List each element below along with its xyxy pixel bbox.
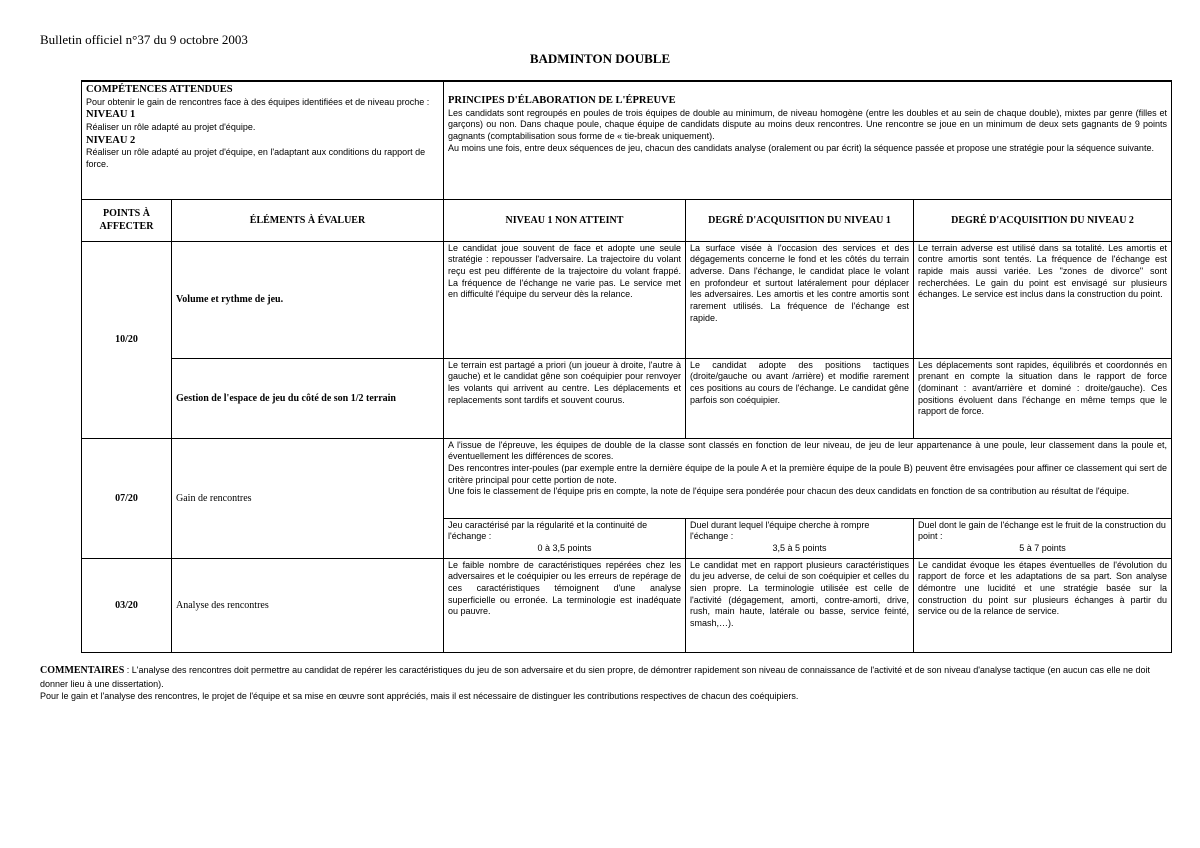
gain-text-1: A l'issue de l'épreuve, les équipes de double de la classe sont classés en fonction de leur niveau, de jeu de leur appartenance à une poule, leur classement dans la poule et, éventuellement les différences de scores. xyxy=(448,439,1168,462)
criterion-gain-label: Gain de rencontres xyxy=(172,438,444,558)
niveau2-text: Réaliser un rôle adapté au projet d'équipe, en l'adaptant aux conditions du rapport de force. xyxy=(86,147,426,169)
principes-paragraph-2: Au moins une fois, entre deux séquences de jeu, chacun des candidats analyse (oralement ou par écrit) la séquence passée et propose une stratégie pour la séquence suivante. xyxy=(448,142,1154,153)
comments-lead: COMMENTAIRES xyxy=(40,665,125,676)
analyse-niveau1: Le candidat met en rapport plusieurs caractéristiques du jeu adverse, de celui de son coéquipier et celles du sien propre. La terminologie utilisée est celle de l'activité (dégagement, amorti, contre-amorti, drive, rush, main haute, latérale ou basse, service feinté, smash,…). xyxy=(686,558,914,652)
comments-text-1: : L'analyse des rencontres doit permettre au candidat de repérer les caractéristiques du jeu de son adversaire et du sien propre, de démontrer rapidement son niveau de connaissance de l'activité et de son niveau d'analyse tactique (en aucun cas elle ne doit donner lieu à une dissertation). xyxy=(40,665,1151,689)
gain-c2-points: 3,5 à 5 points xyxy=(772,542,827,553)
gain-c3-text: Duel dont le gain de l'échange est le fruit de la construction du point : xyxy=(918,519,1166,542)
niveau1-text: Réaliser un rôle adapté au projet d'équipe. xyxy=(86,121,256,132)
competences-title: COMPÉTENCES ATTENDUES xyxy=(86,84,233,95)
principes-paragraph-1: Les candidats sont regroupés en poules de trois équipes de double au minimum, de niveau homogène (entre les doubles et au sein de chaque double), mixtes par genre (filles et garçons) ou non. Dans chaque poule, chaque équipe de candidats dispute au moins deux rencontres. Une rencontre se joue en un minimum de deux sets gagnants de 9 points gagnants (comptabilisation sous forme de « tie-break uniquement). xyxy=(448,107,1168,142)
volume-niveau2: Le terrain adverse est utilisé dans sa totalité. Les amortis et contre amortis sont tentés. La fréquence de l'échange est rapide mais aussi variée. Les "zones de divorce" sont recherchées. Le gain du point est envisagé sur plusieurs échanges. Le service est inclus dans la construction du point. xyxy=(914,241,1172,358)
volume-niveau1: La surface visée à l'occasion des services et des dégagements concerne le fond et les côtés du terrain adverse. Dans l'échange, le candidat place le volant en profondeur et surtout latéralement pour déplacer les adversaires. Les amortis et les contre amortis sont rarement utilisés. La fréquence de l'échange est rapide. xyxy=(686,241,914,358)
points-analyse: 03/20 xyxy=(82,558,172,652)
gain-niveau1 xyxy=(686,518,914,558)
column-header-niveau2: DEGRÉ D'ACQUISITION DU NIVEAU 2 xyxy=(914,199,1172,241)
principes-cell xyxy=(444,81,1172,199)
evaluation-table xyxy=(81,80,1172,653)
analyse-niveau1-non-atteint: Le faible nombre de caractéristiques repérées chez les adversaires et le coéquipier ou les erreurs de repérage de ces caractéristiques témoignent d'une analyse superficielle ou erronée. La terminologie est inadéquate ou pauvre. xyxy=(444,558,686,652)
gain-description xyxy=(444,438,1172,518)
points-volume-gestion: 10/20 xyxy=(82,241,172,438)
criterion-gestion-label: Gestion de l'espace de jeu du côté de son 1/2 terrain xyxy=(172,358,444,438)
niveau1-label: NIVEAU 1 xyxy=(86,109,136,121)
gain-text-3: Une fois le classement de l'équipe pris en compte, la note de l'équipe sera pondérée pour chacun des deux candidats en fonction de sa contribution au résultat de l'équipe. xyxy=(448,486,1130,497)
criterion-analyse-label: Analyse des rencontres xyxy=(172,558,444,652)
gain-c3-points: 5 à 7 points xyxy=(1019,542,1066,553)
column-header-points: POINTS À AFFECTER xyxy=(82,199,172,241)
points-gain: 07/20 xyxy=(82,438,172,558)
gain-c1-text: Jeu caractérisé par la régularité et la continuité de l'échange : xyxy=(448,519,648,542)
document-title: BADMINTON DOUBLE xyxy=(529,51,671,66)
gestion-niveau2: Les déplacements sont rapides, équilibrés et coordonnés en prenant en compte la situation dans le rapport de force (dominant : avant/arrière et dominé : droite/gauche). Ces positions évoluent dans l'échange en même temps que le rapport de force. xyxy=(914,358,1172,438)
gain-niveau2 xyxy=(914,518,1172,558)
comments-paragraph-1 xyxy=(40,664,1165,690)
column-header-niveau1-non-atteint: NIVEAU 1 NON ATTEINT xyxy=(444,199,686,241)
principes-title: PRINCIPES D'ÉLABORATION DE L'ÉPREUVE xyxy=(448,95,676,106)
column-header-elements: ÉLÉMENTS À ÉVALUER xyxy=(172,199,444,241)
gestion-niveau1: Le candidat adopte des positions tactiques (droite/gauche ou avant /arrière) et modifie rarement ces positions au cours de l'échange. Le candidat gêne parfois son coéquipier. xyxy=(686,358,914,438)
competences-cell xyxy=(82,81,444,199)
gain-niveau1-non-atteint xyxy=(444,518,686,558)
gestion-niveau1-non-atteint: Le terrain est partagé a priori (un joueur à droite, l'autre à gauche) et le candidat gêne son coéquipier pour renvoyer les volants qui arrivent au centre. Les déplacements et replacements sont tardifs et souvent courus. xyxy=(444,358,686,438)
column-header-niveau1: DEGRÉ D'ACQUISITION DU NIVEAU 1 xyxy=(686,199,914,241)
gain-c1-points: 0 à 3,5 points xyxy=(537,542,592,553)
comments-paragraph-2: Pour le gain et l'analyse des rencontres, le projet de l'équipe et sa mise en œuvre sont appréciés, mais il est nécessaire de distinguer les contributions respectives de chacun des coéquipiers. xyxy=(40,690,799,701)
bulletin-reference: Bulletin officiel n°37 du 9 octobre 2003 xyxy=(40,32,248,47)
comments-section xyxy=(40,664,1165,702)
gain-c2-text: Duel durant lequel l'équipe cherche à rompre l'échange : xyxy=(690,519,870,542)
gain-text-2: Des rencontres inter-poules (par exemple entre la dernière équipe de la poule A et la première équipe de la poule B) peuvent être envisagées pour affiner ce classement qui sert de critère principal pour cette portion de note. xyxy=(448,462,1168,485)
competences-intro: Pour obtenir le gain de rencontres face à des équipes identifiées et de niveau proche : xyxy=(86,96,430,107)
criterion-volume-label: Volume et rythme de jeu. xyxy=(172,241,444,358)
volume-niveau1-non-atteint: Le candidat joue souvent de face et adopte une seule stratégie : repousser l'adversaire. La trajectoire du volant reçu est peu différente de la trajectoire du volant frappé. La fréquence de l'échange ne varie pas. Le service met en difficulté l'équipe du serveur dès la relance. xyxy=(444,241,686,358)
analyse-niveau2: Le candidat évoque les étapes éventuelles de l'évolution du rapport de force et les adaptations de sa part. Son analyse démontre une lucidité et une stratégie basée sur la construction du point sur plusieurs échanges à partir du service ou de la relance de service. xyxy=(914,558,1172,652)
niveau2-label: NIVEAU 2 xyxy=(86,134,136,146)
